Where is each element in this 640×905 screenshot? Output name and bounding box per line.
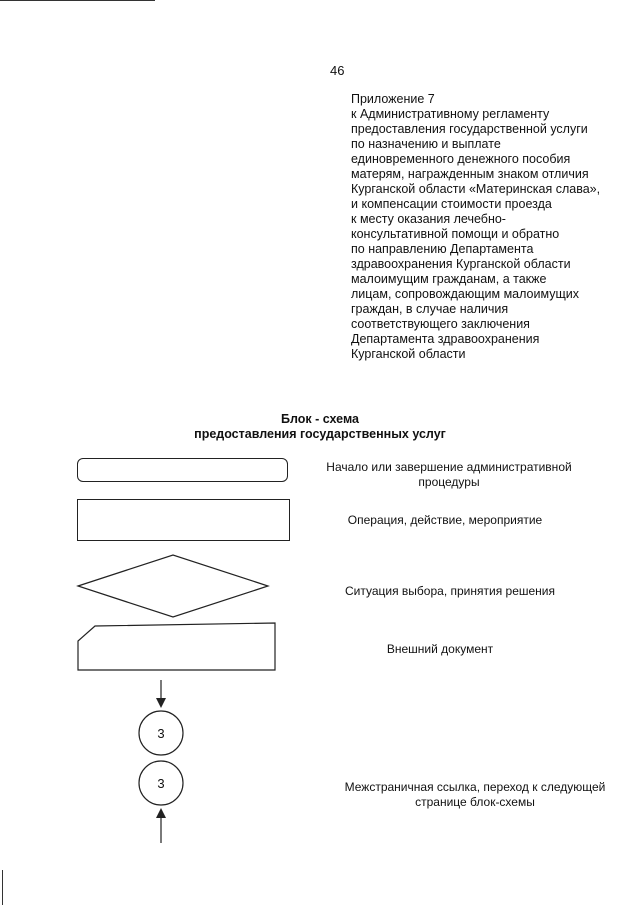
arrow-in-head xyxy=(156,698,166,708)
appendix-line: Департамента здравоохранения xyxy=(351,332,540,346)
appendix-line: к месту оказания лечебно- xyxy=(351,212,506,226)
legend-label-operation: Операция, действие, мероприятие xyxy=(347,513,543,527)
connector-number-bottom: 3 xyxy=(157,776,165,791)
document-shape xyxy=(78,623,275,670)
legend-start-end-line-1: Начало или завершение административной xyxy=(326,460,572,474)
appendix-line: к Административному регламенту xyxy=(351,107,550,121)
appendix-line: и компенсации стоимости проезда xyxy=(351,197,552,211)
legend-label-decision: Ситуация выбора, принятия решения xyxy=(344,584,556,598)
legend-label-document: Внешний документ xyxy=(386,642,494,656)
appendix-line: по направлению Департамента xyxy=(351,242,534,256)
appendix-line: предоставления государственной услуги xyxy=(351,122,588,136)
appendix-line: граждан, в случае наличия xyxy=(351,302,509,316)
appendix-line: единовременного денежного пособия xyxy=(351,152,571,166)
appendix-line: Приложение 7 xyxy=(351,92,435,106)
appendix-line: по назначению и выплате xyxy=(351,137,501,151)
legend-connector-line-1: Межстраничная ссылка, переход к следующей xyxy=(344,780,606,794)
legend-start-end-line-2: процедуры xyxy=(418,475,480,489)
appendix-line: соответствующего заключения xyxy=(351,317,530,331)
title-line-1: Блок - схема xyxy=(280,412,359,426)
decision-shape xyxy=(78,555,268,617)
legend-label-connector xyxy=(330,780,620,810)
appendix-line: здравоохранения Курганской области xyxy=(351,257,571,271)
appendix-line: консультативной помощи и обратно xyxy=(351,227,560,241)
legend-connector-line-2: странице блок-схемы xyxy=(415,795,535,809)
legend-label-start-end xyxy=(314,460,584,490)
connector-number-top: 3 xyxy=(157,726,165,741)
appendix-line: Курганской области xyxy=(351,347,466,361)
page-number: 46 xyxy=(330,63,345,78)
appendix-line: лицам, сопровождающим малоимущих xyxy=(351,287,579,301)
appendix-line: Курганской области «Материнская слава», xyxy=(351,182,601,196)
title-line-2: предоставления государственных услуг xyxy=(194,427,446,441)
appendix-line: матерям, награжденным знаком отличия xyxy=(351,167,589,181)
appendix-line: малоимущим гражданам, а также xyxy=(351,272,547,286)
